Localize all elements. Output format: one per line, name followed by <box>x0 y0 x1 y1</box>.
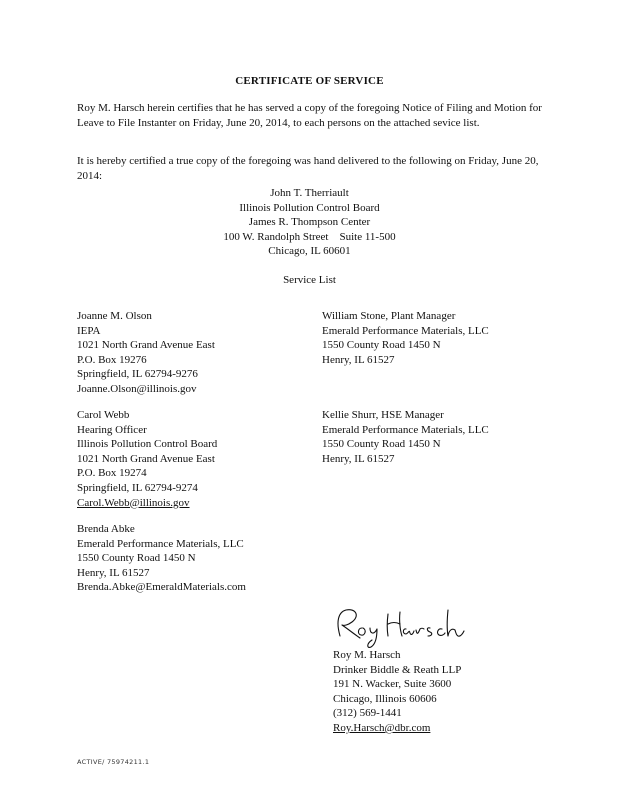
contact-line: Springfield, IL 62794-9274 <box>77 481 198 494</box>
contact-line: 1021 North Grand Avenue East <box>77 339 215 352</box>
contact-line: P.O. Box 19274 <box>77 467 147 480</box>
hand-delivery-paragraph: It is hereby certified a true copy of the foregoing was hand delivered to the following on Friday, June 20, 2014: <box>77 155 539 182</box>
contact-line: Illinois Pollution Control Board <box>77 438 218 451</box>
delivered-to-address <box>0 186 619 259</box>
contact-kellie-shurr <box>322 408 582 466</box>
signer-address-line: 191 N. Wacker, Suite 3600 <box>333 678 452 691</box>
contact-line: Carol Webb <box>77 409 130 421</box>
address-line: Chicago, IL 60601 <box>268 245 351 258</box>
contact-line: Hearing Officer <box>77 423 147 436</box>
address-line: Illinois Pollution Control Board <box>239 201 380 214</box>
contact-line: 1550 County Road 1450 N <box>322 339 441 352</box>
contact-email: Brenda.Abke@EmeraldMaterials.com <box>77 581 246 594</box>
signer-firm: Drinker Biddle & Reath LLP <box>333 663 462 676</box>
contact-line: 1550 County Road 1450 N <box>322 438 441 451</box>
contact-line: Henry, IL 61527 <box>322 452 395 465</box>
contact-line: Emerald Performance Materials, LLC <box>322 324 489 337</box>
contact-line: Henry, IL 61527 <box>322 353 395 366</box>
contact-joanne-olson <box>77 309 337 397</box>
handwritten-signature <box>330 602 470 650</box>
contact-line: Kellie Shurr, HSE Manager <box>322 409 444 421</box>
contact-line: 1550 County Road 1450 N <box>77 552 196 565</box>
contact-line: Brenda Abke <box>77 523 135 535</box>
contact-brenda-abke <box>77 522 337 595</box>
service-list-heading: Service List <box>283 274 336 286</box>
contact-line: 1021 North Grand Avenue East <box>77 452 215 465</box>
address-line: James R. Thompson Center <box>248 216 371 229</box>
signature-block <box>333 648 533 736</box>
signer-name: Roy M. Harsch <box>333 649 401 661</box>
signer-phone: (312) 569-1441 <box>333 707 402 720</box>
contact-carol-webb <box>77 408 337 510</box>
contact-line: IEPA <box>77 324 101 337</box>
contact-line: Emerald Performance Materials, LLC <box>77 537 244 550</box>
contact-william-stone <box>322 309 582 367</box>
contact-line: Henry, IL 61527 <box>77 566 150 579</box>
address-line: John T. Therriault <box>270 187 349 199</box>
contact-email: Joanne.Olson@illinois.gov <box>77 382 197 395</box>
contact-line: Springfield, IL 62794-9276 <box>77 368 198 381</box>
address-line: 100 W. Randolph Street Suite 11-500 <box>223 230 396 243</box>
contact-email-link[interactable]: Carol.Webb@illinois.gov <box>77 496 190 509</box>
contact-line: Joanne M. Olson <box>77 310 152 322</box>
signer-address-line: Chicago, Illinois 60606 <box>333 692 437 705</box>
certification-paragraph: Roy M. Harsch herein certifies that he has served a copy of the foregoing Notice of Filing and Motion for Leave to File Instanter on Friday, June 20, 2014, to each persons on the attached sevice list. <box>77 102 542 129</box>
contact-line: P.O. Box 19276 <box>77 353 147 366</box>
page-title: CERTIFICATE OF SERVICE <box>235 75 384 87</box>
document-footer-id: ACTIVE/ 75974211.1 <box>77 758 150 766</box>
contact-line: William Stone, Plant Manager <box>322 310 456 322</box>
signer-email-link[interactable]: Roy.Harsch@dbr.com <box>333 721 431 734</box>
contact-line: Emerald Performance Materials, LLC <box>322 423 489 436</box>
